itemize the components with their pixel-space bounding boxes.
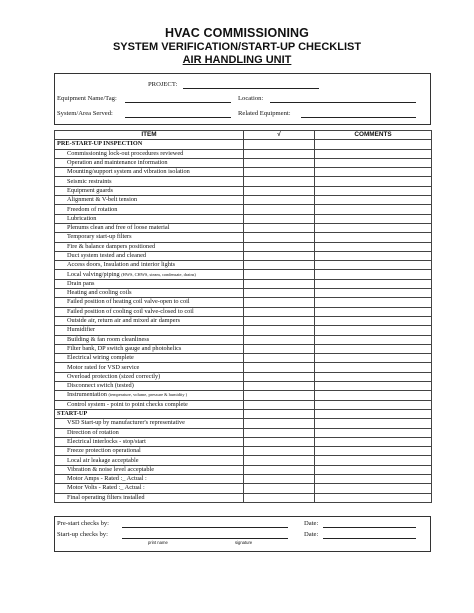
check-cell-pre-5[interactable] [244,186,315,195]
item-text: Vibration & noise level acceptable [67,465,155,473]
check-cell-pre-6[interactable] [244,196,315,205]
checklist-row [55,447,432,456]
checklist-row [55,223,432,232]
comment-cell-start-2[interactable] [315,428,432,437]
checklist-row [55,242,432,251]
equipment-name-label: Equipment Name/Tag: [57,95,117,102]
comment-cell-pre-27[interactable] [315,391,432,400]
check-cell-start-1[interactable] [244,419,315,428]
item-text: Temporary start-up filters [67,233,132,241]
comment-cell-pre-8[interactable] [315,214,432,223]
check-cell-pre-18[interactable] [244,307,315,316]
checklist-item-label [55,196,244,205]
check-cell-start-3[interactable] [244,437,315,446]
comment-cell-pre-21[interactable] [315,335,432,344]
checklist-row [55,233,432,242]
check-cell-pre-25[interactable] [244,372,315,381]
table-header-row [55,131,432,140]
comment-cell-pre-16[interactable] [315,289,432,298]
item-text: Drain pans [67,279,95,287]
check-cell-start-4[interactable] [244,447,315,456]
checklist-item-label [55,298,244,307]
checklist-row [55,493,432,502]
checklist-row [55,316,432,325]
comment-cell-pre-4[interactable] [315,177,432,186]
check-cell-pre-4[interactable] [244,177,315,186]
item-text: Motor Volts - Rated :_ Actual : [67,484,145,492]
comment-cell-start-3[interactable] [315,437,432,446]
checklist-item-label [55,261,244,270]
checklist-row [55,465,432,474]
check-cell-pre-24[interactable] [244,363,315,372]
checklist-row [55,372,432,381]
location-label: Location: [238,95,264,102]
item-text: Duct system tested and cleaned [67,252,147,259]
item-text: Operation and maintenance information [67,159,168,167]
item-text: Direction of rotation [67,428,119,436]
comment-cell-pre-14[interactable] [315,270,432,279]
item-text: Building & fan room cleanliness [67,335,150,343]
comment-cell-pre-section [315,140,432,149]
item-text: Overload protection (sized correctly) [67,372,161,380]
comment-cell-pre-18[interactable] [315,307,432,316]
comment-cell-pre-17[interactable] [315,298,432,307]
section-row [55,140,432,149]
checklist-row [55,186,432,195]
item-text: Control system - point to point checks complete [67,400,188,408]
checklist-row [55,484,432,493]
checklist-table [54,130,432,503]
pre-start-date-field[interactable] [323,527,416,528]
check-cell-start-5[interactable] [244,456,315,465]
document-subtitle: SYSTEM VERIFICATION/START-UP CHECKLIST [112,41,362,53]
checklist-row [55,344,432,353]
check-cell-pre-23[interactable] [244,354,315,363]
checklist-item-label [55,214,244,223]
item-text: VSD Start-up by manufacturer's representative [67,419,185,427]
checklist-row [55,391,432,400]
item-text: Equipment guards [67,186,113,194]
checklist-row [55,149,432,158]
comment-cell-pre-28[interactable] [315,400,432,409]
item-text: Plenums clean and free of loose material [67,224,170,232]
checklist-item-label [55,363,244,372]
check-cell-pre-27[interactable] [244,391,315,400]
project-label: PROJECT: [148,81,178,88]
checklist-item-label [55,177,244,186]
checklist-item-label [55,158,244,167]
checklist-row [55,168,432,177]
check-cell-pre-21[interactable] [244,335,315,344]
comment-cell-pre-24[interactable] [315,363,432,372]
checklist-row [55,298,432,307]
comment-cell-start-5[interactable] [315,456,432,465]
comment-cell-pre-25[interactable] [315,372,432,381]
checklist-row [55,326,432,335]
item-text: Freeze protection operational [67,447,141,455]
item-note: (temperature, volume, pressure & humidity ) [108,392,188,398]
item-text: Disconnect switch (tested) [67,382,134,390]
check-cell-pre-16[interactable] [244,289,315,298]
item-text: Heating and cooling coils [67,289,132,297]
item-text: Final operating filters installed [67,493,145,501]
checklist-item-label [55,456,244,465]
checklist-item-label [55,316,244,325]
checklist-item-label [55,465,244,474]
system-area-label: System/Area Served: [57,110,113,117]
check-cell-start-section [244,409,315,418]
check-cell-start-8[interactable] [244,484,315,493]
check-cell-start-9[interactable] [244,493,315,502]
checklist-item-label [55,233,244,242]
checklist-item-label [55,149,244,158]
checklist-item-label [55,344,244,353]
comment-cell-pre-3[interactable] [315,168,432,177]
check-cell-pre-10[interactable] [244,233,315,242]
comment-cell-start-4[interactable] [315,447,432,456]
checklist-item-label [55,391,244,400]
checklist-item-label [55,437,244,446]
checklist-row [55,335,432,344]
checklist-item-label [55,186,244,195]
checklist-item-label [55,335,244,344]
comment-cell-pre-11[interactable] [315,242,432,251]
comment-cell-pre-23[interactable] [315,354,432,363]
check-cell-pre-1[interactable] [244,149,315,158]
checklist-item-label [55,400,244,409]
checklist-row [55,428,432,437]
check-cell-pre-2[interactable] [244,158,315,167]
item-text: Alignment & V-belt tension [67,196,138,204]
comment-cell-start-9[interactable] [315,493,432,502]
start-up-checks-label: Start-up checks by: [57,531,108,538]
comment-cell-pre-12[interactable] [315,251,432,260]
checklist-item-label [55,270,244,279]
checklist-item-label [55,279,244,288]
comment-cell-pre-20[interactable] [315,326,432,335]
checklist-item-label [55,242,244,251]
section-row [55,409,432,418]
item-text: Motor Amps - Rated :_ Actual : [67,475,147,483]
comments-column-header: COMMENTS [315,131,432,140]
checklist-row [55,474,432,483]
checklist-item-label [55,372,244,381]
check-cell-pre-14[interactable] [244,270,315,279]
section-heading [55,409,244,418]
check-cell-pre-9[interactable] [244,223,315,232]
checklist-item-label [55,474,244,483]
check-cell-pre-12[interactable] [244,251,315,260]
checklist-row [55,400,432,409]
checklist-row [55,158,432,167]
checklist-row [55,270,432,279]
checklist-row [55,307,432,316]
checklist-row [55,456,432,465]
item-text: Humidifier [67,326,95,334]
checklist-row [55,363,432,372]
checklist-row [55,177,432,186]
check-cell-pre-22[interactable] [244,344,315,353]
checklist-item-label [55,251,244,260]
comment-cell-start-1[interactable] [315,419,432,428]
signoff-box [54,516,431,552]
project-field[interactable] [183,88,319,89]
comment-cell-pre-13[interactable] [315,261,432,270]
checklist-row [55,261,432,270]
related-equipment-field[interactable] [301,117,416,118]
comment-cell-start-section [315,409,432,418]
item-note: (HWS, CHWS, steam, condensate, drains) [121,271,196,277]
check-cell-pre-17[interactable] [244,298,315,307]
check-cell-pre-11[interactable] [244,242,315,251]
item-text: Motor rated for VSD service [67,363,140,371]
checklist-item-label [55,354,244,363]
comment-cell-pre-22[interactable] [315,344,432,353]
checklist-row [55,214,432,223]
comment-cell-start-6[interactable] [315,465,432,474]
checklist-item-label [55,428,244,437]
pre-start-checks-label: Pre-start checks by: [57,520,109,527]
comment-cell-pre-5[interactable] [315,186,432,195]
check-cell-start-6[interactable] [244,465,315,474]
comment-cell-start-8[interactable] [315,484,432,493]
checklist-row [55,419,432,428]
item-text: Instrumentation [67,391,107,399]
check-cell-pre-8[interactable] [244,214,315,223]
item-text: Freedom of rotation [67,205,118,213]
comment-cell-pre-26[interactable] [315,382,432,391]
section-heading [55,140,244,149]
equipment-name-field[interactable] [125,102,231,103]
item-text: Commissioning lock-out procedures reviewed [67,149,184,157]
location-field[interactable] [270,102,416,103]
comment-cell-pre-7[interactable] [315,205,432,214]
check-cell-pre-15[interactable] [244,279,315,288]
checklist-item-label [55,484,244,493]
comment-cell-start-7[interactable] [315,474,432,483]
comment-cell-pre-10[interactable] [315,233,432,242]
checklist-row [55,251,432,260]
pre-start-checks-field[interactable] [122,527,288,528]
checklist-item-label [55,493,244,502]
check-cell-pre-7[interactable] [244,205,315,214]
checklist-item-label [55,205,244,214]
check-cell-pre-13[interactable] [244,261,315,270]
item-text: Access doors, Insulation and interior lights [67,261,176,269]
item-text: Mounting/support system and vibration isolation [67,168,190,176]
checklist-row [55,437,432,446]
related-equipment-label: Related Equipment: [238,110,291,117]
unit-heading: AIR HANDLING UNIT [182,54,292,66]
comment-cell-pre-9[interactable] [315,223,432,232]
item-text: PRE-START-UP INSPECTION [57,140,143,148]
checklist-item-label [55,382,244,391]
start-up-date-field[interactable] [323,538,416,539]
check-cell-pre-3[interactable] [244,168,315,177]
signature-caption: signature [235,540,253,545]
checklist-row [55,196,432,205]
check-cell-start-7[interactable] [244,474,315,483]
item-text: START-UP [57,410,88,418]
item-text: Failed position of cooling coil valve-closed to coil [67,307,194,315]
comment-cell-pre-19[interactable] [315,316,432,325]
comment-cell-pre-1[interactable] [315,149,432,158]
checklist-item-label [55,326,244,335]
checklist-row [55,289,432,298]
item-text: Electrical interlocks - stop/start [67,437,146,445]
item-text: Outside air, return air and mixed air dampers [67,317,181,325]
comment-cell-pre-2[interactable] [315,158,432,167]
check-cell-start-2[interactable] [244,428,315,437]
item-column-header: ITEM [55,131,244,140]
document-title: HVAC COMMISSIONING [165,26,309,40]
checklist-row [55,354,432,363]
comment-cell-pre-6[interactable] [315,196,432,205]
item-text: Local valving/piping [67,270,120,278]
checklist-row [55,382,432,391]
system-area-field[interactable] [125,117,231,118]
checklist-row [55,205,432,214]
check-cell-pre-20[interactable] [244,326,315,335]
check-cell-pre-28[interactable] [244,400,315,409]
checklist-item-label [55,419,244,428]
item-text: Seismic restraints [67,177,112,185]
item-text: Filter bank, DP switch gauge and photohelics [67,344,182,352]
item-text: Fire & balance dampers positioned [67,242,156,250]
item-text: Local air leakage acceptable [67,456,139,464]
checklist-item-label [55,307,244,316]
start-up-date-label: Date: [304,531,319,538]
item-text: Lubrication [67,214,97,222]
check-cell-pre-19[interactable] [244,316,315,325]
checklist-item-label [55,223,244,232]
print-name-caption: print name [148,540,168,545]
pre-start-date-label: Date: [304,520,319,527]
checklist-item-label [55,168,244,177]
item-text: Electrical wiring complete [67,354,134,362]
check-cell-pre-26[interactable] [244,382,315,391]
checklist-item-label [55,447,244,456]
item-text: Failed position of heating coil valve-open to coil [67,298,190,306]
check-column-header: √ [244,131,315,140]
check-cell-pre-section [244,140,315,149]
comment-cell-pre-15[interactable] [315,279,432,288]
start-up-checks-field[interactable] [122,538,288,539]
checklist-row [55,279,432,288]
checklist-item-label [55,289,244,298]
